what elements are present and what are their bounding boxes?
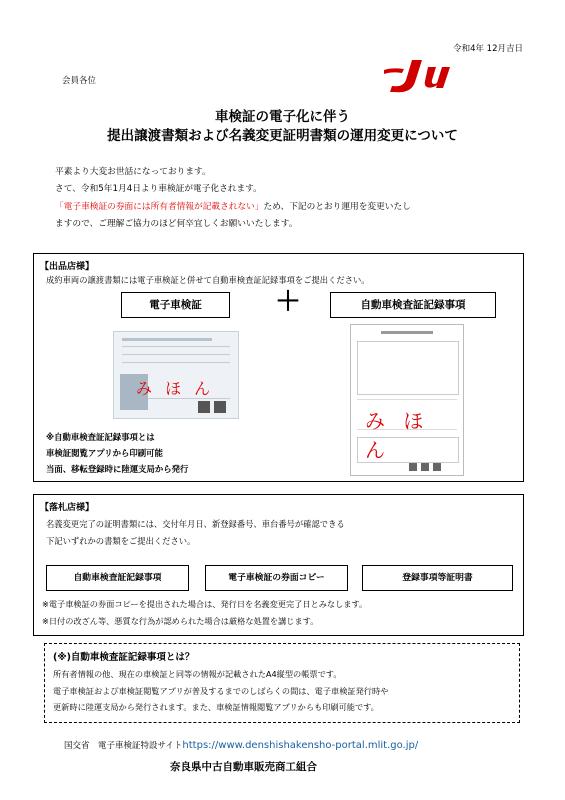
definition-heading: (※)自動車検査証記録事項とは？ [53,652,195,663]
inspection-record-sample-image [350,324,464,476]
option-inspection-record-items: 自動車検査証記録事項 [46,565,189,591]
definition-line-1: 所有者情報の他、現在の車検証と同等の情報が記載されたA4縦型の帳票です。 [53,669,342,679]
sample-watermark: み ほ ん [136,379,215,398]
plus-sign: ＋ [275,287,302,317]
qr-code-icon [198,401,210,413]
electronic-cert-sample-image [113,331,239,419]
qr-code-icon [421,463,429,471]
intro-line-2: さて、令和5年1月4日より車検証が電子化されます。 [55,184,262,195]
buyer-desc-line-1: 名義変更完了の証明書類には、交付年月日、新登録番号、車台番号が確認できる [46,519,345,529]
buyer-note-2: ※日付の改ざん等、悪質な行為が認められた場合は厳格な処置を講じます。 [42,616,319,626]
sample-watermark: み ほ ん [365,409,430,462]
buyer-note-1: ※電子車検証の券面コピーを提出された場合は、発行日を名義変更完了日とみなします。 [42,599,368,609]
title-line-2: 提出譲渡書類および名義変更証明書類の運用変更について [107,128,458,144]
logo-j-shape [390,60,422,92]
intro-line-3-rest: ため、下記のとおり運用を変更いたし [263,201,411,212]
footer-organization: 奈良県中古自動車販売商工組合 [170,761,317,773]
label-electronic-inspection-cert: 電子車検証 [121,292,230,318]
definition-line-2: 電子車検証および車検証閲覧アプリが普及するまでのしばらくの間は、電子車検証発行時や [53,685,389,696]
title-line-1: 車検証の電子化に伴う [215,109,350,125]
addressee: 会員各位 [62,76,97,86]
definition-body [53,666,388,716]
definition-section [44,643,520,723]
note-line-2: 車検証閲覧アプリから印刷可能 [46,448,163,458]
footer-url-link[interactable]: https://www.denshishakensho-portal.mlit.go.jp/ [182,740,419,751]
card-line [122,354,230,355]
intro-line-4: ますので、ご理解ご協力のほど何卒宜しくお願いいたします。 [55,219,298,230]
note-line-3: 当面、移転登録時に陸運支局から発行 [46,464,189,474]
logo-u-shape [425,67,450,88]
logo-swoosh [384,68,404,74]
ju-logo [382,58,462,94]
record-items-note [46,429,188,477]
option-registration-cert: 登録事項等証明書 [362,565,513,591]
buyer-desc-line-2: 下記いずれかの書類をご提出ください。 [46,536,196,546]
label-inspection-record-items: 自動車検査証記録事項 [330,292,496,318]
doc-title-line [381,331,433,334]
intro-paragraph [55,164,525,234]
buyer-description [46,516,345,550]
issue-date: 令和4年 12月吉日 [453,44,523,54]
qr-code-icon [409,463,417,471]
note-line-1: ※自動車検査証記録事項とは [46,432,155,442]
card-line [122,362,230,363]
card-line [122,346,230,347]
seller-description: 成約車両の譲渡書類には電子車検証と併せて自動車検査証記録事項をご提出ください。 [46,275,370,285]
buyer-heading: 【落札店様】 [40,503,95,513]
footer-ministry: 国交省 電子車検証特設サイト [64,741,183,751]
qr-code-icon [433,463,441,471]
intro-line-3 [55,199,525,216]
buyer-section [33,494,524,636]
doc-table [357,341,459,395]
buyer-notes [42,596,367,630]
card-header-line [122,338,212,341]
seller-section [33,253,524,482]
definition-line-3: 更新時に陸運支局から発行されます。また、車検証情報閲覧アプリからも印刷可能です。 [53,702,379,712]
intro-warning: 「電子車検証の券面には所有者情報が記載されない」 [55,201,264,212]
footer-site-line [64,739,418,751]
doc-line [357,399,457,400]
qr-code-icon [214,401,226,413]
option-cert-copy: 電子車検証の券面コピー [205,565,348,591]
seller-heading: 【出品店様】 [40,262,95,272]
intro-line-1: 平素より大変お世話になっております。 [55,167,211,177]
